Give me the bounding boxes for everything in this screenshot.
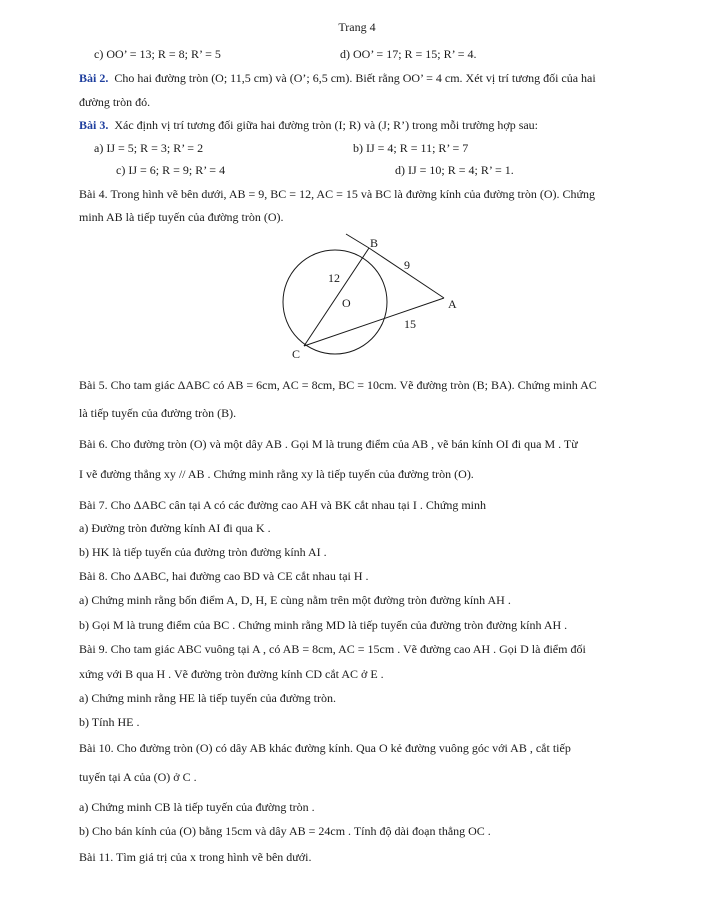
text-line-l13 xyxy=(79,406,236,421)
text-line-l20 xyxy=(79,593,511,608)
segment-bc xyxy=(304,248,369,346)
text-line-l14 xyxy=(79,437,578,452)
text-line-l25 xyxy=(79,715,139,730)
line-text: Bài 7. Cho ΔABC cân tại A có các đường cao AH và BK cắt nhau tại I . Chứng minh xyxy=(79,498,486,512)
line-text: b) HK là tiếp tuyến của đường tròn đường kính AI . xyxy=(79,545,327,559)
line-text: Xác định vị trí tương đối giữa hai đường tròn (I; R) và (J; R’) trong mỗi trường hợp sau: xyxy=(114,118,539,132)
text-line-l22 xyxy=(79,642,586,657)
text-line-l10 xyxy=(79,187,595,202)
line-text: đường tròn đó. xyxy=(79,95,151,109)
text-line-l2 xyxy=(340,47,477,62)
exercise-label: Bài 3. xyxy=(79,118,109,132)
text-line-l30 xyxy=(79,850,311,865)
segment-ac xyxy=(304,298,444,346)
text-line-l8 xyxy=(116,163,225,178)
circle-o xyxy=(283,250,387,354)
line-text: a) Chứng minh rằng HE là tiếp tuyến của đường tròn. xyxy=(79,691,336,705)
text-line-l26 xyxy=(79,741,571,756)
text-line-l21 xyxy=(79,618,567,633)
tangent-extension xyxy=(346,234,369,248)
text-line-l28 xyxy=(79,800,315,815)
text-line-l7 xyxy=(353,141,468,156)
line-text: a) Chứng minh rằng bốn điểm A, D, H, E cùng nằm trên một đường tròn đường kính AH . xyxy=(79,593,511,607)
line-text: d) OO’ = 17; R = 15; R’ = 4. xyxy=(340,47,477,61)
exercise-label: Bài 2. xyxy=(79,71,109,85)
line-text: xứng với B qua H . Vẽ đường tròn đường kính CD cắt AC ở E . xyxy=(79,667,384,681)
line-text: b) Gọi M là trung điểm của BC . Chứng minh rằng MD là tiếp tuyến của đường tròn đường kính AH . xyxy=(79,618,568,632)
text-line-l29 xyxy=(79,824,491,839)
text-line-l17 xyxy=(79,521,271,536)
label-b: B xyxy=(370,236,379,250)
line-text: a) Đường tròn đường kính AI đi qua K . xyxy=(79,521,271,535)
line-text: Bài 6. Cho đường tròn (O) và một dây AB . Gọi M là trung điểm của AB , vẽ bán kính OI đi qua M . Từ xyxy=(79,437,578,451)
label-o: O xyxy=(342,296,351,310)
text-line-l15 xyxy=(79,467,474,482)
line-text: Bài 9. Cho tam giác ABC vuông tại A , có AB = 8cm, AC = 15cm . Vẽ đường cao AH . Gọi D là điểm đối xyxy=(79,642,586,656)
text-line-l4 xyxy=(79,95,150,110)
segment-ab xyxy=(369,248,444,298)
text-line-l27 xyxy=(79,770,197,785)
label-length-bc: 12 xyxy=(328,271,340,285)
line-text: Cho hai đường tròn (O; 11,5 cm) và (O’; 6,5 cm). Biết rằng OO’ = 4 cm. Xét vị trí tương đối của hai xyxy=(114,71,596,85)
line-text: c) IJ = 6; R = 9; R’ = 4 xyxy=(116,163,226,177)
line-text: Bài 8. Cho ΔABC, hai đường cao BD và CE cắt nhau tại H . xyxy=(79,569,369,583)
line-text: Bài 5. Cho tam giác ΔABC có AB = 6cm, AC = 8cm, BC = 10cm. Vẽ đường tròn (B; BA). Chứng minh AC xyxy=(79,378,597,392)
text-line-l12 xyxy=(79,378,597,393)
line-text: b) Tính HE . xyxy=(79,715,140,729)
text-line-l24 xyxy=(79,691,336,706)
label-length-ab: 9 xyxy=(404,258,410,272)
line-text: minh AB là tiếp tuyến của đường tròn (O). xyxy=(79,210,284,224)
line-text: tuyến tại A của (O) ở C . xyxy=(79,770,197,784)
line-text: Bài 10. Cho đường tròn (O) có dây AB khác đường kính. Qua O kẻ đường vuông góc với AB , cắt tiếp xyxy=(79,741,571,755)
line-text: a) IJ = 5; R = 3; R’ = 2 xyxy=(94,141,204,155)
line-text: c) OO’ = 13; R = 8; R’ = 5 xyxy=(94,47,221,61)
text-line-l16 xyxy=(79,498,486,513)
text-line-l11 xyxy=(79,210,283,225)
page-header: Trang 4 xyxy=(338,20,376,34)
line-text: Bài 11. Tìm giá trị của x trong hình vẽ bên dưới. xyxy=(79,850,312,864)
text-line-l23 xyxy=(79,667,384,682)
line-text: d) IJ = 10; R = 4; R’ = 1. xyxy=(395,163,514,177)
text-line-l3 xyxy=(79,71,596,86)
line-text: a) Chứng minh CB là tiếp tuyến của đường tròn . xyxy=(79,800,315,814)
line-text: Bài 4. Trong hình vẽ bên dưới, AB = 9, BC = 12, AC = 15 và BC là đường kính của đường tròn (O). Chứng xyxy=(79,187,596,201)
text-line-l18 xyxy=(79,545,327,560)
label-length-ac: 15 xyxy=(404,317,416,331)
text-line-l1 xyxy=(94,47,221,62)
label-c: C xyxy=(292,347,301,361)
geometry-figure xyxy=(270,228,470,368)
line-text: là tiếp tuyến của đường tròn (B). xyxy=(79,406,237,420)
line-text: b) IJ = 4; R = 11; R’ = 7 xyxy=(353,141,469,155)
label-a: A xyxy=(448,297,457,311)
line-text: b) Cho bán kính của (O) bằng 15cm và dây AB = 24cm . Tính độ dài đoạn thẳng OC . xyxy=(79,824,491,838)
text-line-l19 xyxy=(79,569,369,584)
text-line-l9 xyxy=(395,163,514,178)
text-line-l6 xyxy=(94,141,203,156)
text-line-l5 xyxy=(79,118,538,133)
line-text: I vẽ đường thẳng xy // AB . Chứng minh rằng xy là tiếp tuyến của đường tròn (O). xyxy=(79,467,474,481)
